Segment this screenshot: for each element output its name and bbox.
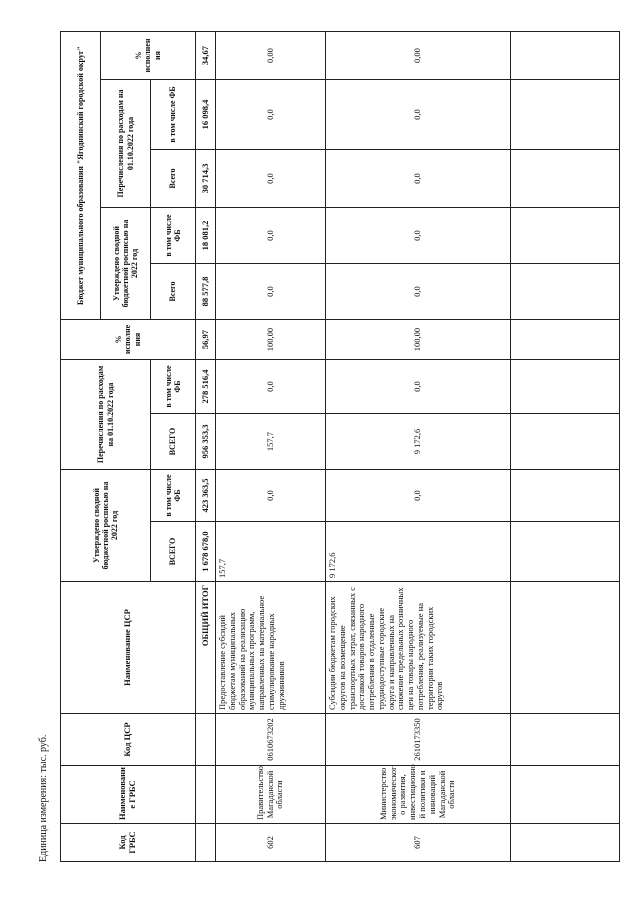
cell-value: 100,00 bbox=[216, 320, 326, 360]
table-row bbox=[216, 32, 326, 862]
cell-value: 0,0 bbox=[326, 470, 511, 522]
cell-value: 0,0 bbox=[216, 360, 326, 414]
cell-value bbox=[511, 80, 620, 150]
total-value: 278 516,4 bbox=[196, 360, 216, 414]
cell-value: 0,0 bbox=[216, 150, 326, 208]
header-name-grbs: Наименовани е ГРБС bbox=[61, 766, 196, 824]
cell-value: 0,0 bbox=[326, 208, 511, 264]
cell-value: 0,00 bbox=[326, 32, 511, 80]
total-label: ОБЩИЙ ИТОГ bbox=[196, 582, 216, 714]
header-name-csr: Наименование ЦСР bbox=[61, 582, 196, 714]
header-region-pct: % исполне ния bbox=[61, 320, 196, 360]
cell-name-csr: Предоставление субсидий бюджетам муниципальных образований на реализацию муниципальных программ, направленных на материальное стимулирование народных дружинников bbox=[216, 582, 326, 714]
cell-value bbox=[511, 470, 620, 522]
cell-value: 157,7 bbox=[216, 522, 326, 582]
total-value: 56,97 bbox=[196, 320, 216, 360]
cell-value: 0,0 bbox=[216, 264, 326, 320]
total-value: 30 714,3 bbox=[196, 150, 216, 208]
cell-value bbox=[511, 32, 620, 80]
cell-kod-csr: 2610173350 bbox=[326, 714, 511, 766]
cell-value: 0,0 bbox=[216, 80, 326, 150]
header-fb-1: в том числе ФБ bbox=[151, 470, 196, 522]
table-row bbox=[511, 32, 620, 862]
cell-value bbox=[511, 264, 620, 320]
header-fb-3: в том числе ФБ bbox=[151, 208, 196, 264]
header-muni-approved: Утверждено сводной бюджетной росписью на 2022 год bbox=[101, 208, 151, 320]
cell-name-csr: Субсидии бюджетам городских округов на возмещение транспортных затрат, связанных с доставкой товаров народного потребления в отдаленные труднодоступные городские округа и направленных на снижение предельных розничных цен на товары народного потребления, реализуемые на территории таких городских округов bbox=[326, 582, 511, 714]
cell-value: 0,0 bbox=[326, 264, 511, 320]
total-value: 16 098,4 bbox=[196, 80, 216, 150]
cell-name-grbs: Правительство Магаданской области bbox=[216, 766, 326, 824]
total-value: 88 577,8 bbox=[196, 264, 216, 320]
cell-value bbox=[511, 522, 620, 582]
cell-kod-grbs: 602 bbox=[216, 824, 326, 862]
unit-label: Единица измерения: тыс. руб. bbox=[38, 734, 49, 862]
total-value: 423 363,5 bbox=[196, 470, 216, 522]
total-value: 1 678 678,0 bbox=[196, 522, 216, 582]
header-fb-2: в том числе ФБ bbox=[151, 360, 196, 414]
header-region-approved: Утверждено сводной бюджетной росписью на 2022 год bbox=[61, 470, 151, 582]
cell-kod-grbs bbox=[511, 824, 620, 862]
cell-value bbox=[511, 150, 620, 208]
table-row bbox=[326, 32, 511, 862]
cell-value: 9 172,6 bbox=[326, 522, 511, 582]
cell-value bbox=[511, 360, 620, 414]
total-value: 956 353,3 bbox=[196, 414, 216, 470]
cell-name-grbs bbox=[511, 766, 620, 824]
rotated-document bbox=[38, 32, 620, 862]
cell-kod-grbs: 607 bbox=[326, 824, 511, 862]
total-row bbox=[196, 32, 216, 862]
cell-value: 0,0 bbox=[216, 208, 326, 264]
header-muni-pct: % исполнен ия bbox=[101, 32, 196, 80]
cell-name-csr bbox=[511, 582, 620, 714]
cell-value: 9 172,6 bbox=[326, 414, 511, 470]
cell-name-grbs: Министерство экономическог о развития, инвестиционно й политики и инноваций Магаданской области bbox=[326, 766, 511, 824]
cell-value bbox=[511, 208, 620, 264]
cell-value: 0,00 bbox=[216, 32, 326, 80]
cell-value bbox=[511, 414, 620, 470]
cell-value: 157,7 bbox=[216, 414, 326, 470]
header-kod-csr: Код ЦСР bbox=[61, 714, 196, 766]
cell-kod-csr: 0610673202 bbox=[216, 714, 326, 766]
cell-value: 0,0 bbox=[326, 150, 511, 208]
header-vsego-4: Всего bbox=[151, 150, 196, 208]
total-value: 34,67 bbox=[196, 32, 216, 80]
header-kod-grbs: Код ГРБС bbox=[61, 824, 196, 862]
cell-value: 0,0 bbox=[216, 470, 326, 522]
cell-value bbox=[511, 320, 620, 360]
cell-value: 0,0 bbox=[326, 360, 511, 414]
cell-value: 0,0 bbox=[326, 80, 511, 150]
header-vsego-2: ВСЕГО bbox=[151, 414, 196, 470]
cell-kod-csr bbox=[511, 714, 620, 766]
header-vsego-1: ВСЕГО bbox=[151, 522, 196, 582]
cell-value: 100,00 bbox=[326, 320, 511, 360]
header-muni-group: Бюджет муниципального образования "Ягоднинский городской округ" bbox=[61, 32, 101, 320]
budget-table bbox=[60, 31, 620, 862]
header-region-transfer: Перечисления по расходам на 01.10.2022 года bbox=[61, 360, 151, 470]
header-fb-4: в том числе ФБ bbox=[151, 80, 196, 150]
header-muni-transfer: Перечисления по расходам на 01.10.2022 года bbox=[101, 80, 151, 208]
header-vsego-3: Всего bbox=[151, 264, 196, 320]
total-value: 18 081,2 bbox=[196, 208, 216, 264]
